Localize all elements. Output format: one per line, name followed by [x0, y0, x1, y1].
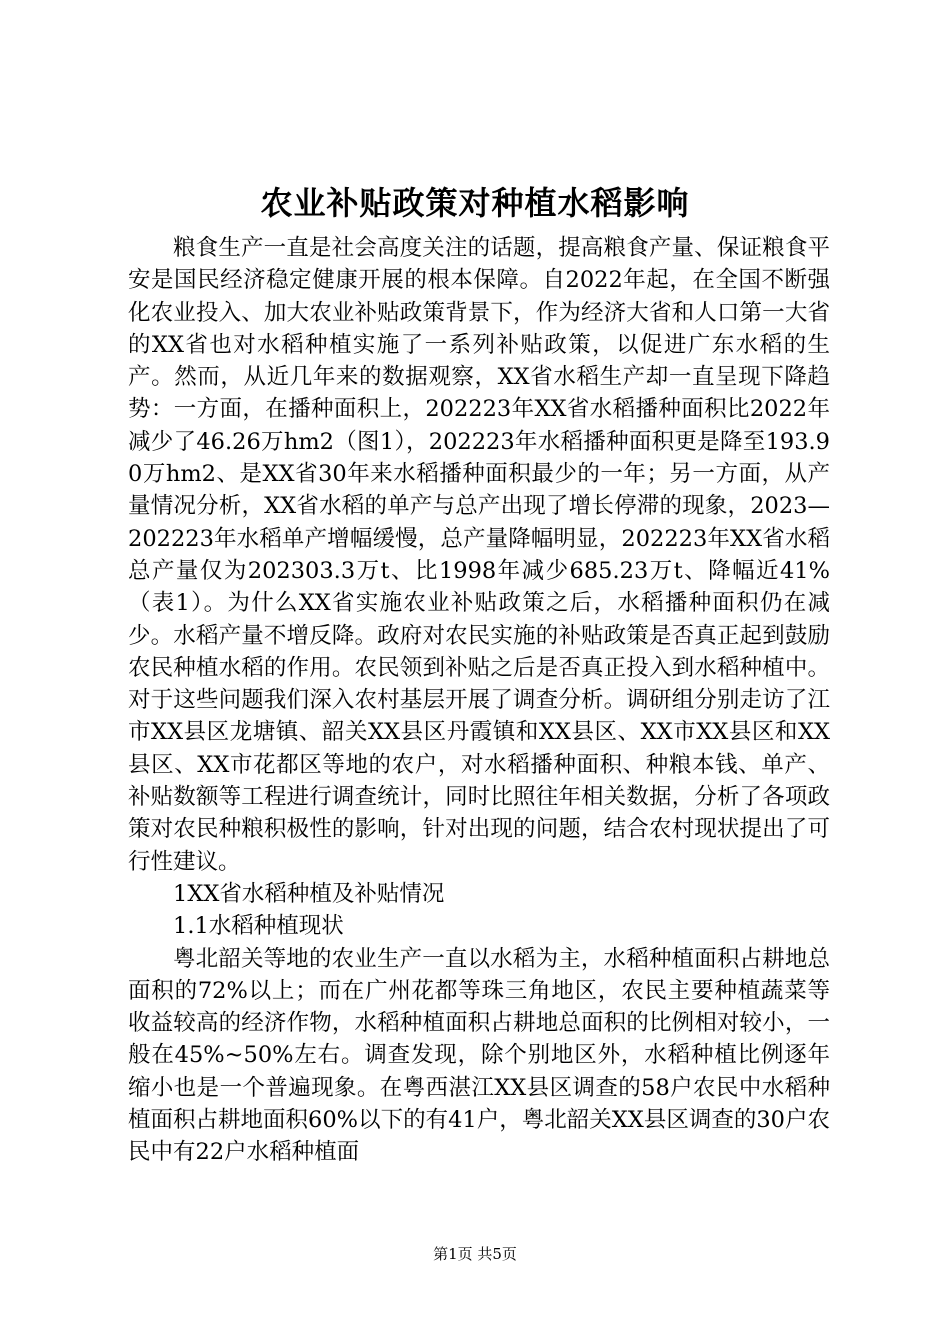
section-heading: 1XX省水稻种植及补贴情况 — [173, 880, 445, 907]
document-title: 农业补贴政策对种植水稻影响 — [260, 184, 690, 222]
page-footer: 第1页 共5页 — [433, 1245, 517, 1263]
subsection-heading: 1.1水稻种植现状 — [173, 913, 344, 940]
document-body — [128, 232, 830, 1169]
rice-planting-paragraph: 粤北韶关等地的农业生产一直以水稻为主，水稻种植面积占耕地总面积的72%以上；而在广州花都等珠三角地区，农民主要种植蔬菜等收益较高的经济作物，水稻种植面积占耕地总面积的比例相对较小，一般在45%~50%左右。调查发现，除个别地区外，水稻种植比例逐年缩小也是一个普遍现象。在粤西湛江XX县区调查的58户农民中水稻种植面积占耕地面积60%以下的有41户，粤北韶关XX县区调查的30户农民中有22户水稻种植面 — [128, 945, 830, 1166]
intro-paragraph: 粮食生产一直是社会高度关注的话题，提高粮食产量、保证粮食平安是国民经济稳定健康开展的根本保障。自2022年起，在全国不断强化农业投入、加大农业补贴政策背景下，作为经济大省和人口第一大省的XX省也对水稻种植实施了一系列补贴政策，以促进广东水稻的生产。然而，从近几年来的数据观察，XX省水稻生产却一直呈现下降趋势：一方面，在播种面积上，202223年XX省水稻播种面积比2022年减少了46.26万hm2（图1），202223年水稻播种面积更是降至193.90万hm2、是XX省30年来水稻播种面积最少的一年；另一方面，从产量情况分析，XX省水稻的单产与总产出现了增长停滞的现象，2023—202223年水稻单产增幅缓慢，总产量降幅明显，202223年XX省水稻总产量仅为202303.3万t、比1998年减少685.23万t、降幅近41%（表1）。为什么XX省实施农业补贴政策之后，水稻播种面积仍在减少。水稻产量不增反降。政府对农民实施的补贴政策是否真正起到鼓励农民种植水稻的作用。农民领到补贴之后是否真正投入到水稻种植中。对于这些问题我们深入农村基层开展了调查分析。调研组分别走访了江市XX县区龙塘镇、韶关XX县区丹霞镇和XX县区、XX市XX县区和XX县区、XX市花都区等地的农户，对水稻播种面积、种粮本钱、单产、补贴数额等工程进行调查统计，同时比照往年相关数据，分析了各项政策对农民种粮积极性的影响，针对出现的问题，结合农村现状提出了可行性建议。 — [128, 235, 830, 875]
